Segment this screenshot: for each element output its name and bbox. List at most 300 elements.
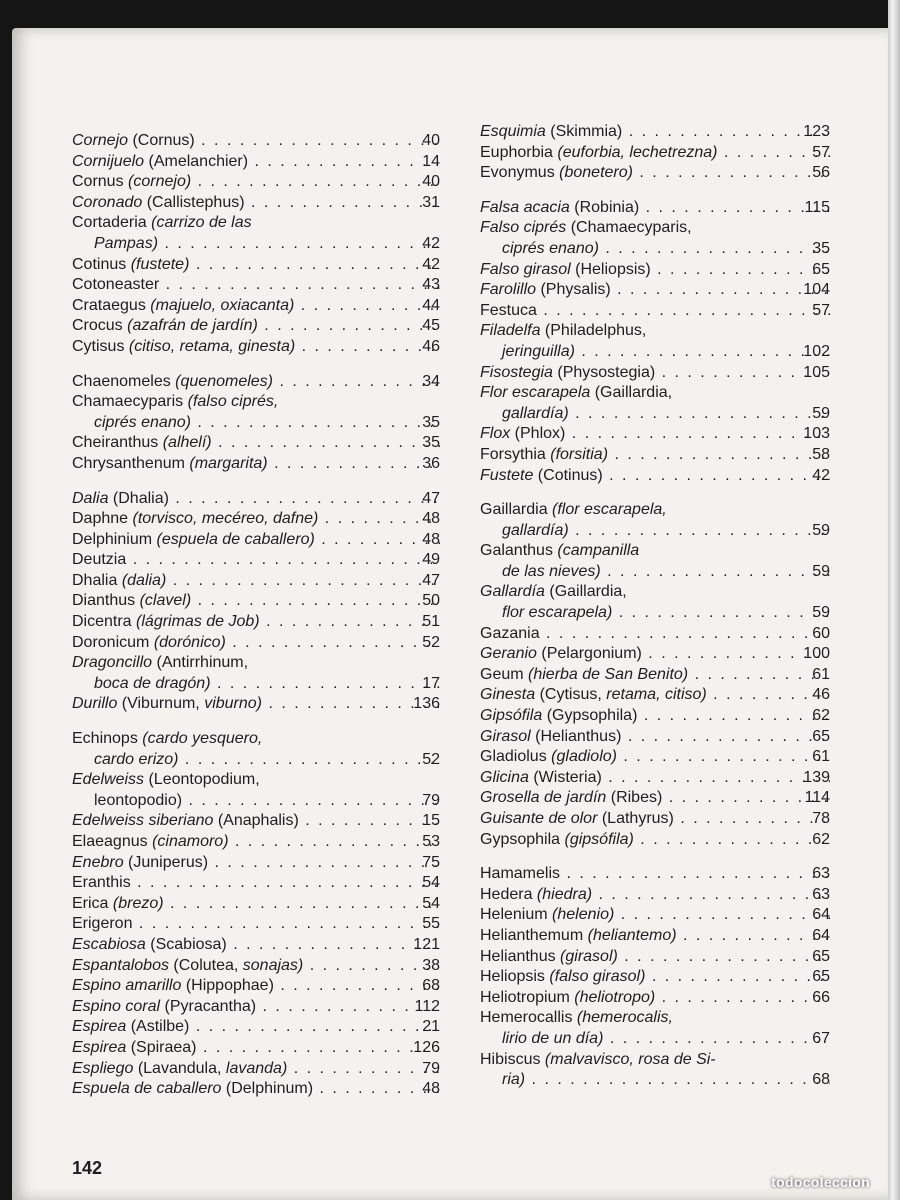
entry-text-italic: Esquimia (480, 123, 546, 140)
index-entry-term (480, 321, 830, 342)
index-entry (480, 301, 830, 322)
entry-text: Forsythia (480, 445, 551, 463)
entry-text-italic: cardo erizo) (94, 750, 179, 768)
index-entry-term (72, 914, 440, 935)
index-entry-term (480, 280, 830, 301)
entry-text: (Gypsophila) (542, 707, 638, 725)
index-entry-term (72, 213, 440, 234)
index-entry-continuation (480, 603, 830, 624)
index-entry-term (480, 624, 830, 645)
index-entry-term (72, 275, 440, 296)
index-entry-continuation (480, 1029, 830, 1050)
index-entry-page: 68 (422, 977, 440, 995)
index-entry (480, 788, 830, 809)
index-entry-page: 40 (422, 173, 440, 191)
entry-text: Dhalia (72, 571, 122, 589)
index-entry-term (480, 198, 830, 219)
index-entry (72, 653, 440, 694)
entry-text: Daphne (72, 510, 133, 528)
index-entry-page: 35 (422, 434, 440, 452)
index-entry-page: 38 (422, 956, 440, 974)
entry-text-italic: (torvisco, mecéreo, dafne) (132, 510, 319, 528)
index-entry (72, 633, 440, 654)
index-entry-page: 46 (422, 337, 440, 355)
index-entry (480, 644, 830, 665)
index-entry-page: 57 (812, 301, 830, 319)
index-entry-term (480, 706, 830, 727)
entry-text: Dianthus (72, 592, 140, 610)
index-entry (480, 685, 830, 706)
index-entry-continuation (480, 239, 830, 260)
index-entry-term (72, 832, 440, 853)
entry-text-italic: (fustete) (130, 255, 190, 273)
index-entry-continuation (72, 234, 440, 255)
entry-text: (Cornus) (128, 132, 195, 149)
index-entry-continuation (480, 404, 830, 425)
index-entry (480, 1008, 830, 1049)
index-entry-page: 65 (812, 727, 830, 745)
index-entry (72, 131, 440, 152)
index-entry-page: 40 (422, 132, 440, 149)
entry-text-italic: Espantalobos (72, 956, 169, 974)
entry-text-italic: (carrizo de las (151, 214, 252, 232)
entry-text: Helianthus (480, 947, 561, 965)
index-entry-page: 104 (803, 281, 830, 299)
entry-text: (Philadelphus, (540, 322, 647, 340)
index-entry-continuation (72, 791, 440, 812)
index-entry-term (72, 372, 440, 393)
entry-text: (Scabiosa) (145, 935, 227, 953)
index-entry-term (480, 122, 830, 143)
index-entry (480, 706, 830, 727)
entry-text-italic: Ginesta (480, 686, 536, 704)
index-entry (480, 768, 830, 789)
entry-text: (Ribes) (606, 789, 663, 807)
index-entry (480, 885, 830, 906)
entry-text-italic: (citiso, retama, ginesta) (128, 337, 296, 355)
index-entry (480, 122, 830, 143)
index-entry-term (72, 571, 440, 592)
entry-text: (Lathyrus) (597, 810, 674, 827)
index-entry (72, 894, 440, 915)
index-entry (72, 193, 440, 214)
entry-text: (Physalis) (536, 281, 611, 299)
index-entry-term (72, 956, 440, 977)
letter-group-gap (480, 486, 830, 500)
entry-text-italic: (espuela de caballero) (156, 530, 315, 548)
entry-text: Chamaecyparis (72, 393, 188, 411)
entry-text: (Cotinus) (533, 466, 603, 484)
index-entry-term (72, 935, 440, 956)
index-entry-page: 60 (812, 624, 830, 642)
entry-text-italic: lirio de un día) (502, 1029, 604, 1047)
index-entry-page: 102 (803, 342, 830, 360)
entry-text-italic: (hierba de San Benito) (528, 665, 689, 683)
index-entry-page: 103 (803, 425, 830, 443)
entry-text: (Colutea, (168, 956, 243, 974)
index-entry (72, 316, 440, 337)
index-entry (72, 935, 440, 956)
index-entry (480, 466, 830, 487)
index-entry-term (480, 947, 830, 968)
index-entry-term (480, 830, 830, 851)
entry-text: Delphinium (72, 530, 157, 548)
entry-text: Euphorbia (480, 143, 558, 161)
index-entry-term (480, 445, 830, 466)
index-entry-term (72, 489, 440, 510)
index-entry (480, 383, 830, 424)
index-entry-page: 42 (422, 234, 440, 252)
index-entry-term (72, 997, 440, 1018)
index-entry (72, 213, 440, 254)
index-entry (480, 864, 830, 885)
entry-text: Cortaderia (72, 214, 152, 232)
entry-text-italic: (heliantemo) (587, 926, 677, 944)
entry-text-italic: Fisostegia (480, 363, 553, 381)
index-entry-page: 65 (812, 947, 830, 965)
index-entry-page: 65 (812, 968, 830, 986)
entry-text-italic: flor escarapela) (502, 604, 613, 622)
index-entry-term (480, 665, 830, 686)
index-entry-page: 61 (812, 748, 830, 766)
index-entry (72, 694, 440, 715)
entry-text: Hamamelis (480, 865, 561, 883)
entry-text-italic: Dalia (72, 489, 109, 507)
index-entry (480, 926, 830, 947)
index-entry (72, 255, 440, 276)
index-entry-term (72, 530, 440, 551)
entry-text-italic: (cardo yesquero, (142, 730, 263, 748)
entry-text-italic: Falso ciprés (480, 219, 567, 237)
index-entry-page: 21 (422, 1018, 440, 1036)
index-entry-term (480, 967, 830, 988)
entry-text-italic: (hiedra) (536, 885, 593, 903)
index-entry-term (72, 1017, 440, 1038)
entry-text: Eranthis (72, 874, 131, 892)
index-entry (480, 198, 830, 219)
index-entry-term (72, 976, 440, 997)
entry-text-italic: (falso girasol) (549, 968, 646, 986)
index-entry (480, 541, 830, 582)
index-entry-page: 50 (422, 592, 440, 610)
entry-text: Gazania (480, 624, 540, 642)
index-entry-page: 45 (422, 317, 440, 335)
entry-text-italic: (cornejo) (128, 173, 192, 191)
index-entry (72, 372, 440, 393)
index-entry (72, 997, 440, 1018)
index-entry (72, 571, 440, 592)
entry-text-italic: Flor escarapela (480, 384, 591, 402)
index-column-left (72, 131, 440, 1100)
index-entry-continuation (480, 342, 830, 363)
index-entry (72, 832, 440, 853)
entry-text-italic: (majuelo, oxiacanta) (150, 296, 295, 314)
index-entry-page: 48 (422, 530, 440, 548)
index-entry (480, 321, 830, 362)
entry-text-italic: gallardía) (502, 404, 569, 422)
entry-text: (Skimmia) (545, 123, 623, 140)
index-entry-page: 64 (812, 906, 830, 924)
entry-text: (Wisteria) (528, 768, 602, 786)
index-entry (72, 1017, 440, 1038)
index-entry-page: 105 (803, 363, 830, 381)
entry-text: (Viburnum, (117, 695, 205, 713)
letter-group-gap (480, 850, 830, 864)
entry-text-italic: ciprés enano) (502, 239, 599, 257)
entry-text: Galanthus (480, 542, 558, 560)
index-entry (72, 956, 440, 977)
index-entry-term (480, 905, 830, 926)
index-entry-term (480, 988, 830, 1009)
index-entry-page: 78 (812, 810, 830, 827)
index-entry-term (480, 500, 830, 521)
index-entry (72, 392, 440, 433)
index-entry (72, 275, 440, 296)
index-entry-term (480, 885, 830, 906)
entry-text: (Amelanchier) (144, 152, 249, 170)
index-entry-term (72, 653, 440, 674)
index-entry-page: 54 (422, 874, 440, 892)
index-entry-page: 46 (812, 686, 830, 704)
index-entry-page: 63 (812, 865, 830, 883)
index-entry-page: 31 (422, 193, 440, 211)
index-entry-term (72, 612, 440, 633)
index-entry (72, 873, 440, 894)
entry-text: Helianthemum (480, 926, 588, 944)
entry-text: Hemerocallis (480, 1009, 577, 1027)
index-entry-continuation (480, 562, 830, 583)
entry-text-italic: Fustete (480, 466, 534, 484)
entry-text-italic: Filadelfa (480, 322, 541, 340)
index-entry-term (480, 747, 830, 768)
index-entry (480, 947, 830, 968)
entry-text: Festuca (480, 301, 537, 319)
entry-text: Echinops (72, 730, 143, 748)
index-entry-page: 49 (422, 551, 440, 569)
entry-text-italic: (dalia) (121, 571, 167, 589)
index-entry-term (72, 255, 440, 276)
index-entry-term (72, 633, 440, 654)
index-entry-term (72, 550, 440, 571)
index-entry-term (72, 591, 440, 612)
index-entry (480, 500, 830, 541)
entry-text: Cotinus (72, 255, 131, 273)
index-entry (72, 433, 440, 454)
index-entry (72, 729, 440, 770)
index-entry-continuation (72, 750, 440, 771)
index-entry (480, 218, 830, 259)
facing-page-edge (888, 0, 900, 1200)
index-entry-page: 59 (812, 562, 830, 580)
entry-text: (Phlox) (510, 425, 566, 443)
index-entry-term (480, 163, 830, 184)
index-entry (72, 976, 440, 997)
entry-text-italic: (quenomeles) (175, 372, 273, 390)
index-entry (480, 163, 830, 184)
entry-text: Dicentra (72, 613, 137, 631)
page-number: 142 (72, 1158, 103, 1178)
entry-text-italic: (dorónico) (153, 633, 226, 651)
entry-text: (Physostegia) (552, 363, 656, 381)
index-entry-page: 114 (804, 789, 830, 807)
index-entry-page: 115 (804, 198, 830, 216)
index-entry (72, 152, 440, 173)
index-entry-page: 79 (422, 791, 440, 809)
entry-text-italic: (forsitia) (550, 445, 609, 463)
index-entry (72, 1079, 440, 1100)
index-entry-page: 121 (413, 935, 440, 953)
entry-text: Crataegus (72, 296, 151, 314)
index-entry-page: 67 (812, 1029, 830, 1047)
entry-text: Doronicum (72, 633, 154, 651)
index-entry-page: 47 (422, 571, 440, 589)
entry-text-italic: (falso ciprés, (187, 393, 279, 411)
entry-text-italic: (hemerocalis, (576, 1009, 673, 1027)
entry-text-italic: ria) (502, 1071, 526, 1089)
watermark: todocoleccion (771, 1174, 870, 1190)
entry-text: (Spiraea) (126, 1038, 197, 1056)
index-entry-term (480, 926, 830, 947)
index-entry-page: 35 (422, 413, 440, 431)
index-entry-page: 48 (422, 1080, 440, 1098)
entry-text-italic: (cinamoro) (152, 833, 229, 850)
entry-text: leontopodio) (94, 791, 183, 809)
index-entry-page: 48 (422, 510, 440, 528)
index-entry-term (72, 337, 440, 358)
entry-text: Cytisus (72, 337, 129, 355)
entry-text-italic: Guisante de olor (480, 810, 598, 827)
index-entry (480, 809, 830, 830)
entry-text-italic: Coronado (72, 193, 143, 211)
entry-text-italic: Dragoncillo (72, 654, 153, 672)
entry-text: Geum (480, 665, 529, 683)
index-entry-term (72, 172, 440, 193)
index-entry (72, 530, 440, 551)
entry-text: Evonymus (480, 164, 560, 182)
entry-text: (Pelargonium) (536, 645, 642, 663)
entry-text-italic: (alhelí) (162, 434, 212, 452)
index-entry-page: 61 (812, 665, 830, 683)
entry-text: Cotoneaster (72, 276, 160, 294)
index-entry-page: 112 (414, 997, 440, 1015)
entry-text: Hedera (480, 885, 537, 903)
entry-text: Hibiscus (480, 1050, 545, 1068)
entry-text-italic: (azafrán de jardín) (127, 317, 258, 335)
index-entry-term (72, 694, 440, 715)
entry-text: (Chamaecyparis, (566, 219, 692, 237)
index-entry-term (72, 316, 440, 337)
entry-text-italic: Girasol (480, 727, 531, 745)
entry-text-italic: gallardía) (502, 521, 569, 539)
entry-text-italic: (margarita) (189, 454, 268, 472)
index-entry-term (72, 392, 440, 413)
entry-text-italic: sonajas) (242, 956, 304, 974)
index-entry-term (72, 152, 440, 173)
index-entry-term (480, 541, 830, 562)
index-entry-term (72, 454, 440, 475)
index-entry (72, 454, 440, 475)
index-entry (480, 747, 830, 768)
index-entry (72, 172, 440, 193)
index-entry (72, 612, 440, 633)
index-entry-page: 44 (422, 296, 440, 314)
index-entry-term (480, 424, 830, 445)
index-entry-page: 59 (812, 604, 830, 622)
entry-text-italic: Glicina (480, 768, 529, 786)
index-entry-page: 15 (422, 812, 440, 830)
entry-text: (Astilbe) (126, 1018, 190, 1036)
index-entry-term (72, 770, 440, 791)
entry-text-italic: Grosella de jardín (480, 789, 607, 807)
entry-text-italic: Cornejo (72, 132, 129, 149)
entry-text-italic: (helenio) (552, 906, 615, 924)
entry-text-italic: Falso girasol (480, 260, 571, 278)
entry-text: (Helianthus) (530, 727, 622, 745)
index-entry (480, 260, 830, 281)
index-entry (480, 280, 830, 301)
index-entry-term (480, 1050, 830, 1071)
index-entry (480, 582, 830, 623)
entry-text: Chrysanthenum (72, 454, 190, 472)
entry-text: (Leontopodium, (144, 771, 260, 789)
index-entry-continuation (72, 674, 440, 695)
entry-text-italic: Edelweiss (72, 771, 145, 789)
entry-text: Heliotropium (480, 988, 575, 1006)
index-entry-page: 55 (422, 915, 440, 933)
index-entry (480, 445, 830, 466)
index-entry-page: 47 (422, 489, 440, 507)
entry-text: Helenium (480, 906, 553, 924)
entry-text: (Hippophae) (181, 977, 274, 995)
entry-text-italic: (campanilla (557, 542, 640, 560)
index-entry-page: 68 (812, 1071, 830, 1089)
index-entry-term (72, 853, 440, 874)
index-entry-page: 53 (422, 833, 440, 850)
index-entry-page: 59 (812, 521, 830, 539)
index-entry-continuation (480, 521, 830, 542)
entry-text-italic: Flox (480, 425, 511, 443)
entry-text-italic: Edelweiss siberiano (72, 812, 214, 830)
index-entry-term (480, 260, 830, 281)
entry-text-italic: (gipsófila) (564, 830, 634, 848)
index-entry (480, 363, 830, 384)
index-entry-term (72, 894, 440, 915)
entry-text: (Lavandula, (133, 1059, 226, 1077)
entry-text-italic: (bonetero) (559, 164, 633, 182)
entry-text: Gaillardia (480, 501, 553, 519)
index-entry-page: 43 (422, 276, 440, 294)
index-entry (72, 853, 440, 874)
entry-text: (Delphinum) (221, 1080, 314, 1098)
index-entry-term (72, 1038, 440, 1059)
entry-text: (Callistephus) (142, 193, 245, 211)
index-entry (480, 830, 830, 851)
entry-text: Erica (72, 894, 113, 912)
entry-text-italic: Cornijuelo (72, 152, 145, 170)
index-entry-term (480, 644, 830, 665)
entry-text-italic: Geranio (480, 645, 537, 663)
entry-text-italic: Durillo (72, 695, 118, 713)
entry-text: (Gaillardia, (590, 384, 673, 402)
index-entry-page: 79 (422, 1059, 440, 1077)
index-entry (480, 988, 830, 1009)
index-entry (72, 337, 440, 358)
index-entry-page: 139 (803, 768, 830, 786)
index-entry-term (480, 218, 830, 239)
entry-text: Gypsophila (480, 830, 565, 848)
entry-text: (Robinia) (569, 198, 640, 216)
index-entry-page: 14 (422, 152, 440, 170)
